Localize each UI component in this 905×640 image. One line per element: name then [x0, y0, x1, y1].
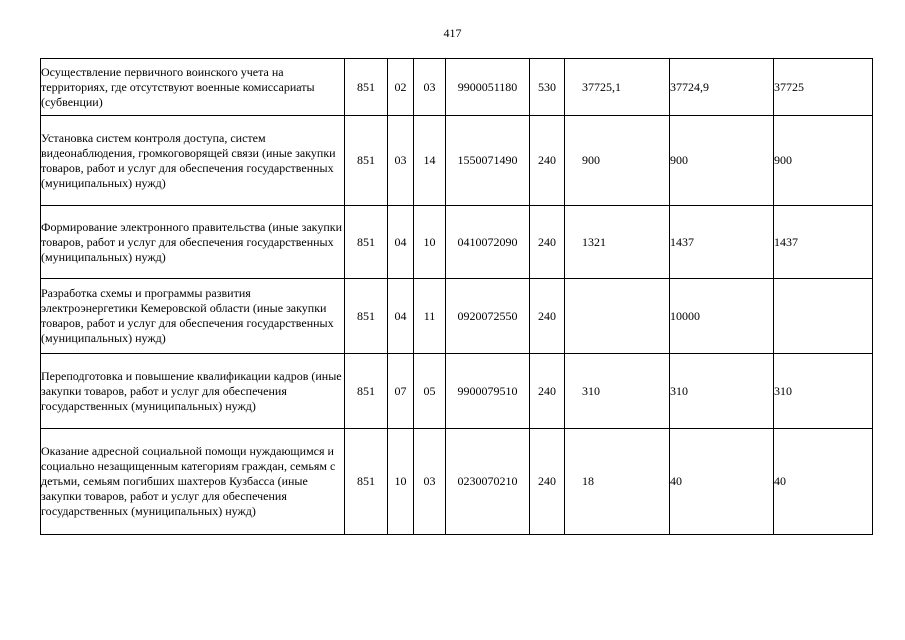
- ministry-code: 851: [345, 354, 388, 429]
- target-article-code: 0230070210: [446, 429, 530, 535]
- ministry-code: 851: [345, 429, 388, 535]
- expense-type-code: 240: [530, 116, 565, 206]
- section-code: 07: [388, 354, 414, 429]
- row-description: Установка систем контроля доступа, систем видеонаблюдения, громкоговорящей связи (иные закупки товаров, работ и услуг для обеспечения государственных (муниципальных) нужд): [41, 116, 345, 206]
- amount-year-3: 310: [774, 354, 873, 429]
- amount-year-2: 310: [670, 354, 774, 429]
- table-row: [41, 206, 873, 279]
- table-row: [41, 116, 873, 206]
- subsection-code: 03: [414, 59, 446, 116]
- expense-type-code: 530: [530, 59, 565, 116]
- subsection-code: 14: [414, 116, 446, 206]
- amount-year-1: 37725,1: [565, 59, 670, 116]
- amount-year-2: 1437: [670, 206, 774, 279]
- row-description: Осуществление первичного воинского учета на территориях, где отсутствуют военные комиссариаты (субвенции): [41, 59, 345, 116]
- target-article-code: 0410072090: [446, 206, 530, 279]
- row-description: Формирование электронного правительства (иные закупки товаров, работ и услуг для обеспечения государственных (муниципальных) нужд): [41, 206, 345, 279]
- subsection-code: 10: [414, 206, 446, 279]
- amount-year-2: 37724,9: [670, 59, 774, 116]
- amount-year-3: [774, 279, 873, 354]
- target-article-code: 0920072550: [446, 279, 530, 354]
- section-code: 04: [388, 279, 414, 354]
- expense-type-code: 240: [530, 429, 565, 535]
- subsection-code: 11: [414, 279, 446, 354]
- ministry-code: 851: [345, 116, 388, 206]
- target-article-code: 9900079510: [446, 354, 530, 429]
- section-code: 04: [388, 206, 414, 279]
- section-code: 03: [388, 116, 414, 206]
- amount-year-3: 40: [774, 429, 873, 535]
- row-description: Переподготовка и повышение квалификации кадров (иные закупки товаров, работ и услуг для обеспечения государственных (муниципальных) нужд): [41, 354, 345, 429]
- table-row: [41, 354, 873, 429]
- section-code: 10: [388, 429, 414, 535]
- amount-year-1: [565, 279, 670, 354]
- amount-year-1: 1321: [565, 206, 670, 279]
- target-article-code: 9900051180: [446, 59, 530, 116]
- amount-year-2: 10000: [670, 279, 774, 354]
- table-row: [41, 59, 873, 116]
- expense-type-code: 240: [530, 279, 565, 354]
- section-code: 02: [388, 59, 414, 116]
- amount-year-2: 40: [670, 429, 774, 535]
- amount-year-1: 310: [565, 354, 670, 429]
- amount-year-3: 900: [774, 116, 873, 206]
- amount-year-2: 900: [670, 116, 774, 206]
- amount-year-3: 37725: [774, 59, 873, 116]
- expense-type-code: 240: [530, 206, 565, 279]
- expense-type-code: 240: [530, 354, 565, 429]
- amount-year-1: 18: [565, 429, 670, 535]
- ministry-code: 851: [345, 279, 388, 354]
- table-row: [41, 429, 873, 535]
- amount-year-3: 1437: [774, 206, 873, 279]
- target-article-code: 1550071490: [446, 116, 530, 206]
- row-description: Оказание адресной социальной помощи нуждающимся и социально незащищенным категориям граждан, семьям с детьми, семьям погибших шахтеров Кузбасса (иные закупки товаров, работ и услуг для обеспечения государственных (муниципальных) нужд): [41, 429, 345, 535]
- row-description: Разработка схемы и программы развития электроэнергетики Кемеровской области (иные закупки товаров, работ и услуг для обеспечения государственных (муниципальных) нужд): [41, 279, 345, 354]
- page-number: 417: [443, 26, 462, 40]
- ministry-code: 851: [345, 206, 388, 279]
- ministry-code: 851: [345, 59, 388, 116]
- subsection-code: 03: [414, 429, 446, 535]
- amount-year-1: 900: [565, 116, 670, 206]
- subsection-code: 05: [414, 354, 446, 429]
- table-row: [41, 279, 873, 354]
- budget-table: [40, 58, 873, 535]
